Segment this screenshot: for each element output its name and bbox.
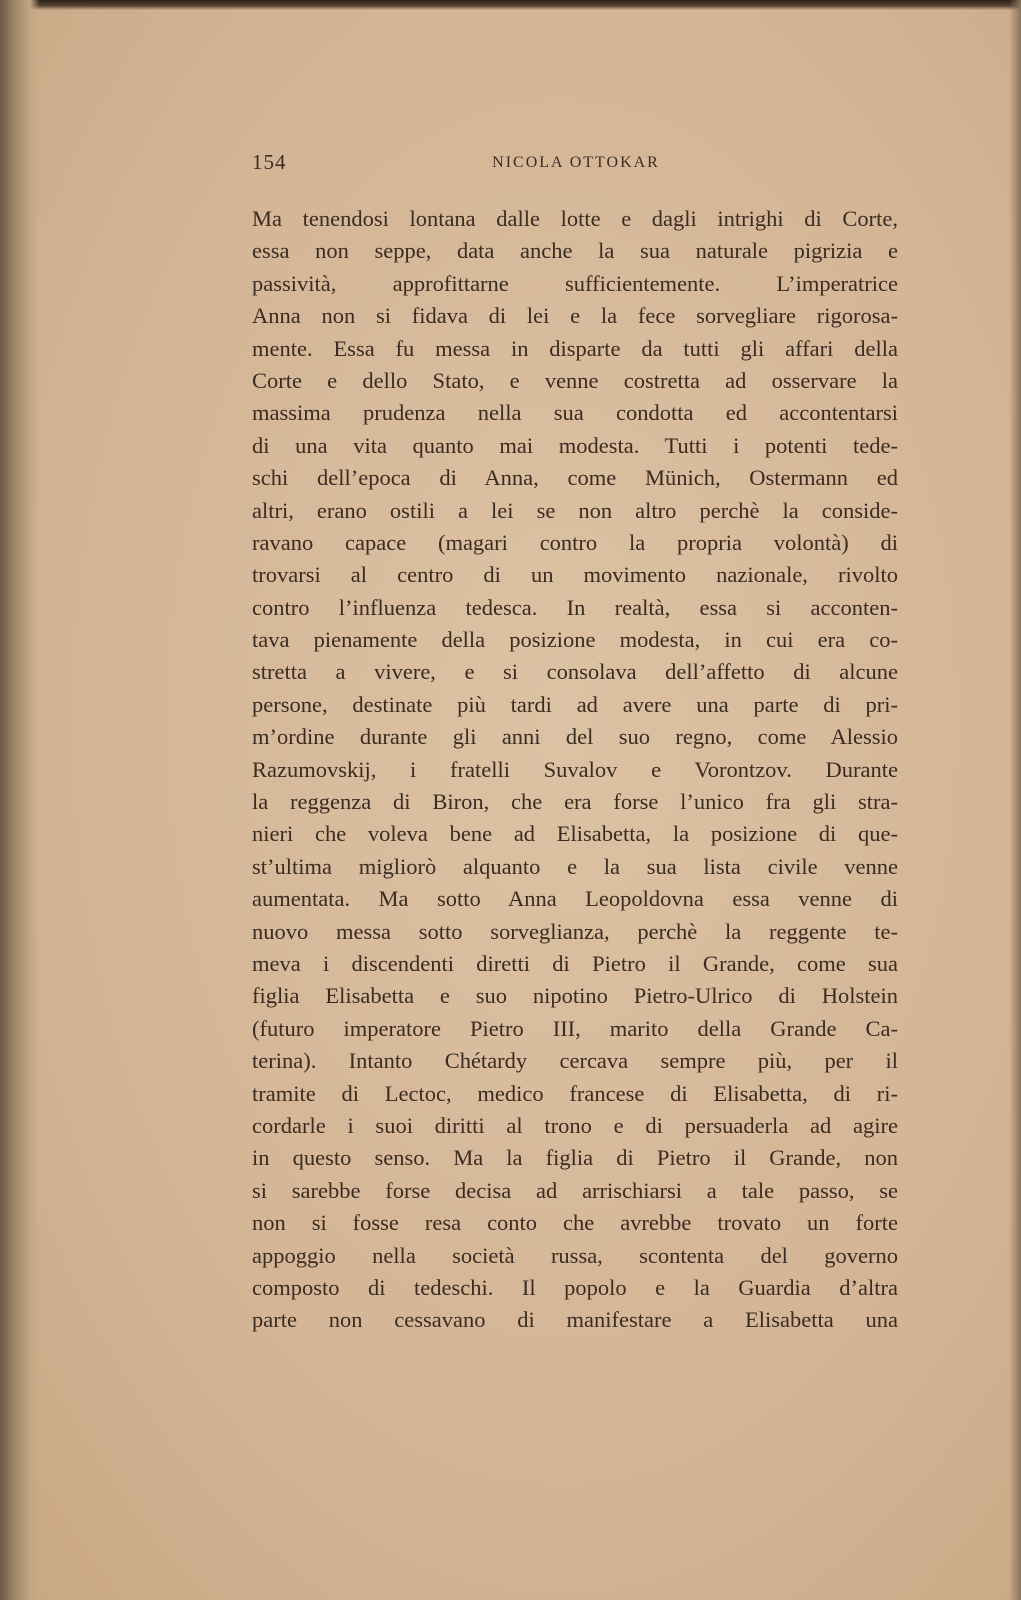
page-top-edge: [0, 0, 1021, 10]
text-line: la reggenza di Biron, che era forse l’unico fra gli stra-: [252, 789, 898, 815]
text-line: tramite di Lectoc, medico francese di Elisabetta, di ri-: [252, 1080, 898, 1106]
text-line: di una vita quanto mai modesta. Tutti i potenti tede-: [252, 432, 898, 458]
running-head: NICOLA OTTOKAR: [492, 154, 660, 171]
text-line: essa non seppe, data anche la sua naturale pigrizia e: [252, 238, 898, 264]
page-binding-edge: [0, 0, 40, 1600]
text-line: nieri che voleva bene ad Elisabetta, la posizione di que-: [252, 821, 898, 847]
text-line: st’ultima migliorò alquanto e la sua lista civile venne: [252, 853, 898, 879]
text-line: m’ordine durante gli anni del suo regno, come Alessio: [252, 724, 898, 750]
text-line: contro l’influenza tedesca. In realtà, essa si acconten-: [252, 594, 898, 620]
page-header: [252, 150, 900, 180]
text-line: appoggio nella società russa, scontenta del governo: [252, 1242, 898, 1268]
page-right-edge: [1009, 0, 1021, 1600]
text-line: nuovo messa sotto sorveglianza, perchè la reggente te-: [252, 918, 898, 944]
text-line: composto di tedeschi. Il popolo e la Guardia d’altra: [252, 1274, 898, 1300]
text-line: altri, erano ostili a lei se non altro perchè la conside-: [252, 497, 898, 523]
body-text: [252, 203, 898, 1337]
text-line: non si fosse resa conto che avrebbe trovato un forte: [252, 1210, 898, 1236]
text-line: Razumovskij, i fratelli Suvalov e Vorontzov. Durante: [252, 756, 898, 782]
text-line: parte non cessavano di manifestare a Elisabetta una: [252, 1307, 898, 1333]
text-line: cordarle i suoi diritti al trono e di persuaderla ad agire: [252, 1112, 898, 1138]
text-line: figlia Elisabetta e suo nipotino Pietro-Ulrico di Holstein: [252, 983, 898, 1009]
text-line: trovarsi al centro di un movimento nazionale, rivolto: [252, 562, 898, 588]
text-line: in questo senso. Ma la figlia di Pietro il Grande, non: [252, 1145, 898, 1171]
text-line: (futuro imperatore Pietro III, marito della Grande Ca-: [252, 1015, 898, 1041]
text-line: Anna non si fidava di lei e la fece sorvegliare rigorosa-: [252, 303, 898, 329]
text-line: ravano capace (magari contro la propria volontà) di: [252, 529, 898, 555]
text-line: Corte e dello Stato, e venne costretta ad osservare la: [252, 367, 898, 393]
page-number: 154: [252, 150, 287, 174]
text-line: tava pienamente della posizione modesta, in cui era co-: [252, 627, 898, 653]
text-line: terina). Intanto Chétardy cercava sempre più, per il: [252, 1048, 898, 1074]
text-line: meva i discendenti diretti di Pietro il Grande, come sua: [252, 950, 898, 976]
text-line: schi dell’epoca di Anna, come Münich, Ostermann ed: [252, 465, 898, 491]
text-line: stretta a vivere, e si consolava dell’affetto di alcune: [252, 659, 898, 685]
text-line: passività, approfittarne sufficientemente. L’imperatrice: [252, 270, 898, 296]
text-line: Ma tenendosi lontana dalle lotte e dagli intrighi di Corte,: [252, 206, 898, 231]
text-line: persone, destinate più tardi ad avere una parte di pri-: [252, 691, 898, 717]
text-line: massima prudenza nella sua condotta ed accontentarsi: [252, 400, 898, 426]
text-line: si sarebbe forse decisa ad arrischiarsi a tale passo, se: [252, 1177, 898, 1203]
text-line: aumentata. Ma sotto Anna Leopoldovna essa venne di: [252, 886, 898, 912]
text-line: mente. Essa fu messa in disparte da tutti gli affari della: [252, 335, 898, 361]
